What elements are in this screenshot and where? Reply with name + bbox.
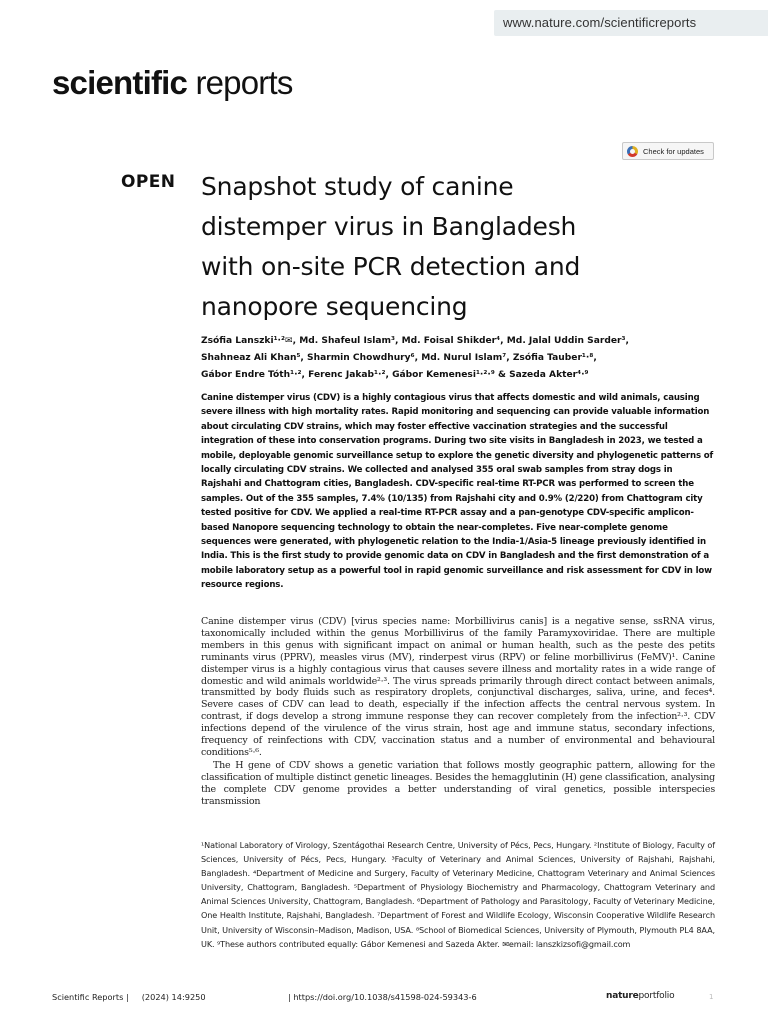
footer-citation xyxy=(52,992,206,1002)
journal-url[interactable]: www.nature.com/scientificreports xyxy=(494,10,768,36)
check-updates-label: Check for updates xyxy=(643,146,704,156)
author-line-2: Shahneaz Ali Khan⁵, Sharmin Chowdhury⁶, Md. Nurul Islam⁷, Zsófia Tauber¹·⁸, xyxy=(201,353,597,363)
article-title: Snapshot study of canine distemper virus in Bangladesh with on-site PCR detection and nanopore sequencing xyxy=(201,172,581,321)
brand-bold: nature xyxy=(606,991,639,1001)
abstract: Canine distemper virus (CDV) is a highly contagious virus that affects domestic and wild animals, causing severe illness with high mortality rates. Rapid monitoring and sequencing can provide valuable information about circulating CDV strains, which may foster effective vaccination strategies and the successful integration of these into conservation programs. During two site visits in Bangladesh in 2023, we tested a mobile, deployable genomic surveillance setup to explore the genetic diversity and phylogenetic patterns of locally circulating CDV strains. We collected and analysed 355 oral swab samples from stray dogs in Rajshahi and Chattogram cities, Bangladesh. CDV-specific real-time RT-PCR was performed to screen the samples. Out of the 355 samples, 7.4% (10/135) from Rajshahi city and 0.9% (2/220) from Chattogram city tested positive for CDV. We applied a real-time RT-PCR assay and a pan-genotype CDV-specific amplicon-based Nanopore sequencing technology to obtain the near-completes. Five near-complete genome sequences were generated, with phylogenetic relation to the India-1/Asia-5 lineage previously identified in India. This is the first study to provide genomic data on CDV in Bangladesh and the first demonstration of a mobile laboratory setup as a powerful tool in rapid genomic surveillance and risk assessment for CDV in low resource regions. xyxy=(201,393,714,591)
footer-journal: Scientific Reports | xyxy=(52,992,129,1002)
crossmark-icon xyxy=(627,146,638,157)
author-line-3: Gábor Endre Tóth¹·², Ferenc Jakab¹·², Gábor Kemenesi¹·²·⁹ & Sazeda Akter⁴·⁹ xyxy=(201,370,589,380)
body-paragraph-1: Canine distemper virus (CDV) [virus species name: Morbillivirus canis] is a negative sense, ssRNA virus, taxonomically included within the genus Morbillivirus of the family Paramyxoviridae. There are multiple members in this genus with significant impact on animal or human health, such as the peste des petits ruminants virus (PPRV), measles virus (MV), rinderpest virus (RPV) or feline morbillivirus (FeMV)¹. Canine distemper virus is a highly contagious virus that causes severe illness and mortality rates in a wide range of domestic and wild animals worldwide²·³. The virus spreads primarily through direct contact between animals, transmitted by body fluids such as respiratory droplets, conjunctival discharges, saliva, urine, and feces⁴. Severe cases of CDV can lead to death, especially if the infection affects the central nervous system. In contrast, if dogs develop a strong immune response they can recover completely from the infection²·³. CDV infections depend of the virulence of the virus strain, host age and immune status, secondary infections, frequency of reinfections with CDV, vaccination status and a number of environmental and behavioural conditions⁵·⁶. xyxy=(201,616,715,758)
footer-volume: (2024) 14:9250 xyxy=(141,992,206,1002)
body-paragraph-2: The H gene of CDV shows a genetic variation that follows mostly geographic pattern, allowing for the classification of multiple distinct genetic lineages. Besides the hemagglutinin (H) gene classification, analysing the complete CDV genome provides a better understanding of viral genetics, possible interspecies transmission xyxy=(201,759,715,807)
author-line-1: Zsófia Lanszki¹·²✉, Md. Shafeul Islam³, Md. Foisal Shikder⁴, Md. Jalal Uddin Sarder³, xyxy=(201,336,629,346)
footer-doi-link[interactable]: | https://doi.org/10.1038/s41598-024-59343-6 xyxy=(288,992,477,1002)
affiliations: ¹National Laboratory of Virology, Szentágothai Research Centre, University of Pécs, Pecs, Hungary. ²Institute of Biology, Faculty of Sciences, University of Pécs, Pecs, Hungary. ³Faculty of Veterinary and Animal Sciences, University of Rajshahi, Rajshahi, Bangladesh. ⁴Department of Medicine and Surgery, Faculty of Veterinary Medicine, Chattogram Veterinary and Animal Sciences University, Chattogram, Bangladesh. ⁵Department of Physiology Biochemistry and Pharmacology, Chattogram Veterinary and Animal Sciences University, Chattogram, Bangladesh. ⁶Department of Pathology and Parasitology, Faculty of Veterinary Medicine, One Health Institute, Rajshahi, Bangladesh. ⁷Department of Forest and Wildlife Ecology, Wisconsin Cooperative Wildlife Research Unit, University of Wisconsin–Madison, Madison, USA. ⁸School of Biomedical Sciences, University of Plymouth, Plymouth PL4 8AA, UK. ⁹These authors contributed equally: Gábor Kemenesi and Sazeda Akter. ✉email: lanszkizsofi@gmail.com xyxy=(201,840,715,949)
open-access-label: OPEN xyxy=(121,172,176,192)
logo-light-text: reports xyxy=(195,64,293,101)
brand-light: portfolio xyxy=(638,991,675,1001)
page-number: 1 xyxy=(709,993,714,1001)
check-for-updates-button[interactable] xyxy=(622,142,714,160)
body-text xyxy=(201,616,715,808)
journal-logo xyxy=(52,66,293,99)
publisher-logo xyxy=(606,991,674,1001)
logo-bold-text: scientific xyxy=(52,64,188,101)
author-list xyxy=(201,333,721,384)
